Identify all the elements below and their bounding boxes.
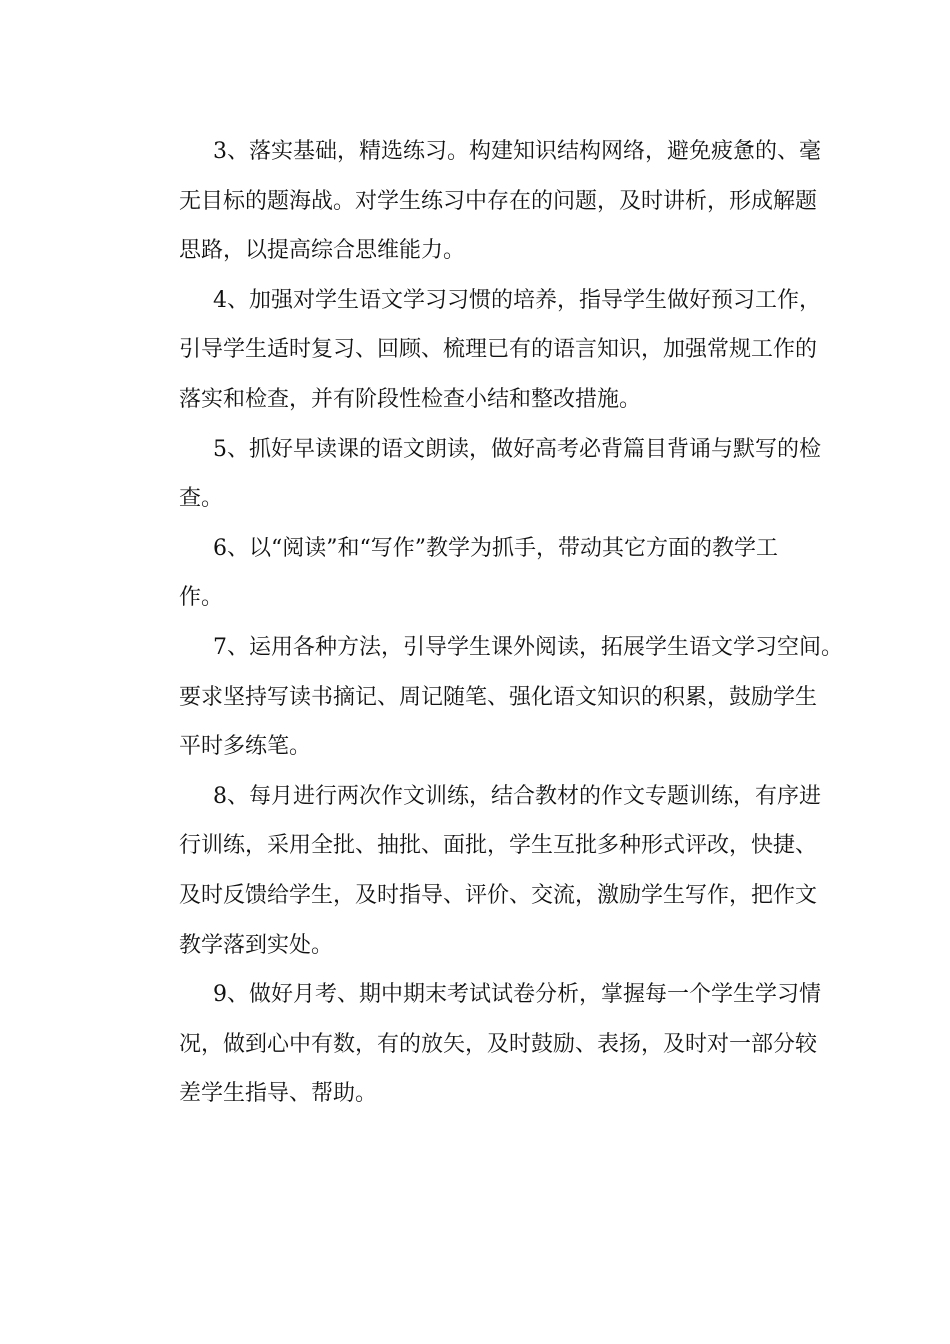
paragraph-line: 教学落到实处。 [179,932,334,958]
paragraph-line: 差学生指导、帮助。 [179,1081,378,1107]
paragraph-line: 作。 [179,585,224,611]
paragraph-9 [145,970,821,1119]
paragraph-line: 7、运用各种方法，引导学生课外阅读，拓展学生语文学习空间。 [213,634,843,660]
paragraph-3 [145,127,821,276]
paragraph-5 [145,425,821,524]
paragraph-line: 要求坚持写读书摘记、周记随笔、强化语文知识的积累，鼓励学生 [179,684,818,710]
paragraph-line: 3、落实基础，精选练习。构建知识结构网络，避免疲惫的、毫 [213,139,821,164]
paragraph-line: 行训练，采用全批、抽批、面批，学生互批多种形式评改，快捷、 [179,833,818,859]
paragraph-line: 况，做到心中有数，有的放矢，及时鼓励、表扬，及时对一部分较 [179,1031,818,1057]
paragraph-7 [145,623,843,772]
paragraph-line: 查。 [179,486,224,512]
paragraph-line: 思路，以提高综合思维能力。 [179,238,466,264]
paragraph-line: 平时多练笔。 [179,734,312,760]
paragraph-line: 9、做好月考、期中期末考试试卷分析，掌握每一个学生学习情 [213,982,821,1008]
paragraph-line: 4、加强对学生语文学习习惯的培养，指导学生做好预习工作， [213,287,821,313]
paragraph-6 [145,524,805,623]
paragraph-line: 及时反馈给学生，及时指导、评价、交流，激励学生写作，把作文 [179,882,818,908]
paragraph-8 [145,772,821,970]
paragraph-line: 8、每月进行两次作文训练，结合教材的作文专题训练，有序进 [213,783,821,809]
document-body [145,127,843,1119]
paragraph-4 [145,276,821,425]
paragraph-line: 5、抓好早读课的语文朗读，做好高考必背篇目背诵与默写的检 [213,436,821,462]
paragraph-line: 6、以“阅读”和“写作”教学为抓手，带动其它方面的教学工 [213,535,778,561]
paragraph-line: 引导学生适时复习、回顾、梳理已有的语言知识，加强常规工作的 [179,337,818,363]
paragraph-line: 落实和检查，并有阶段性检查小结和整改措施。 [179,386,642,412]
paragraph-line: 无目标的题海战。对学生练习中存在的问题，及时讲析，形成解题 [179,188,818,214]
